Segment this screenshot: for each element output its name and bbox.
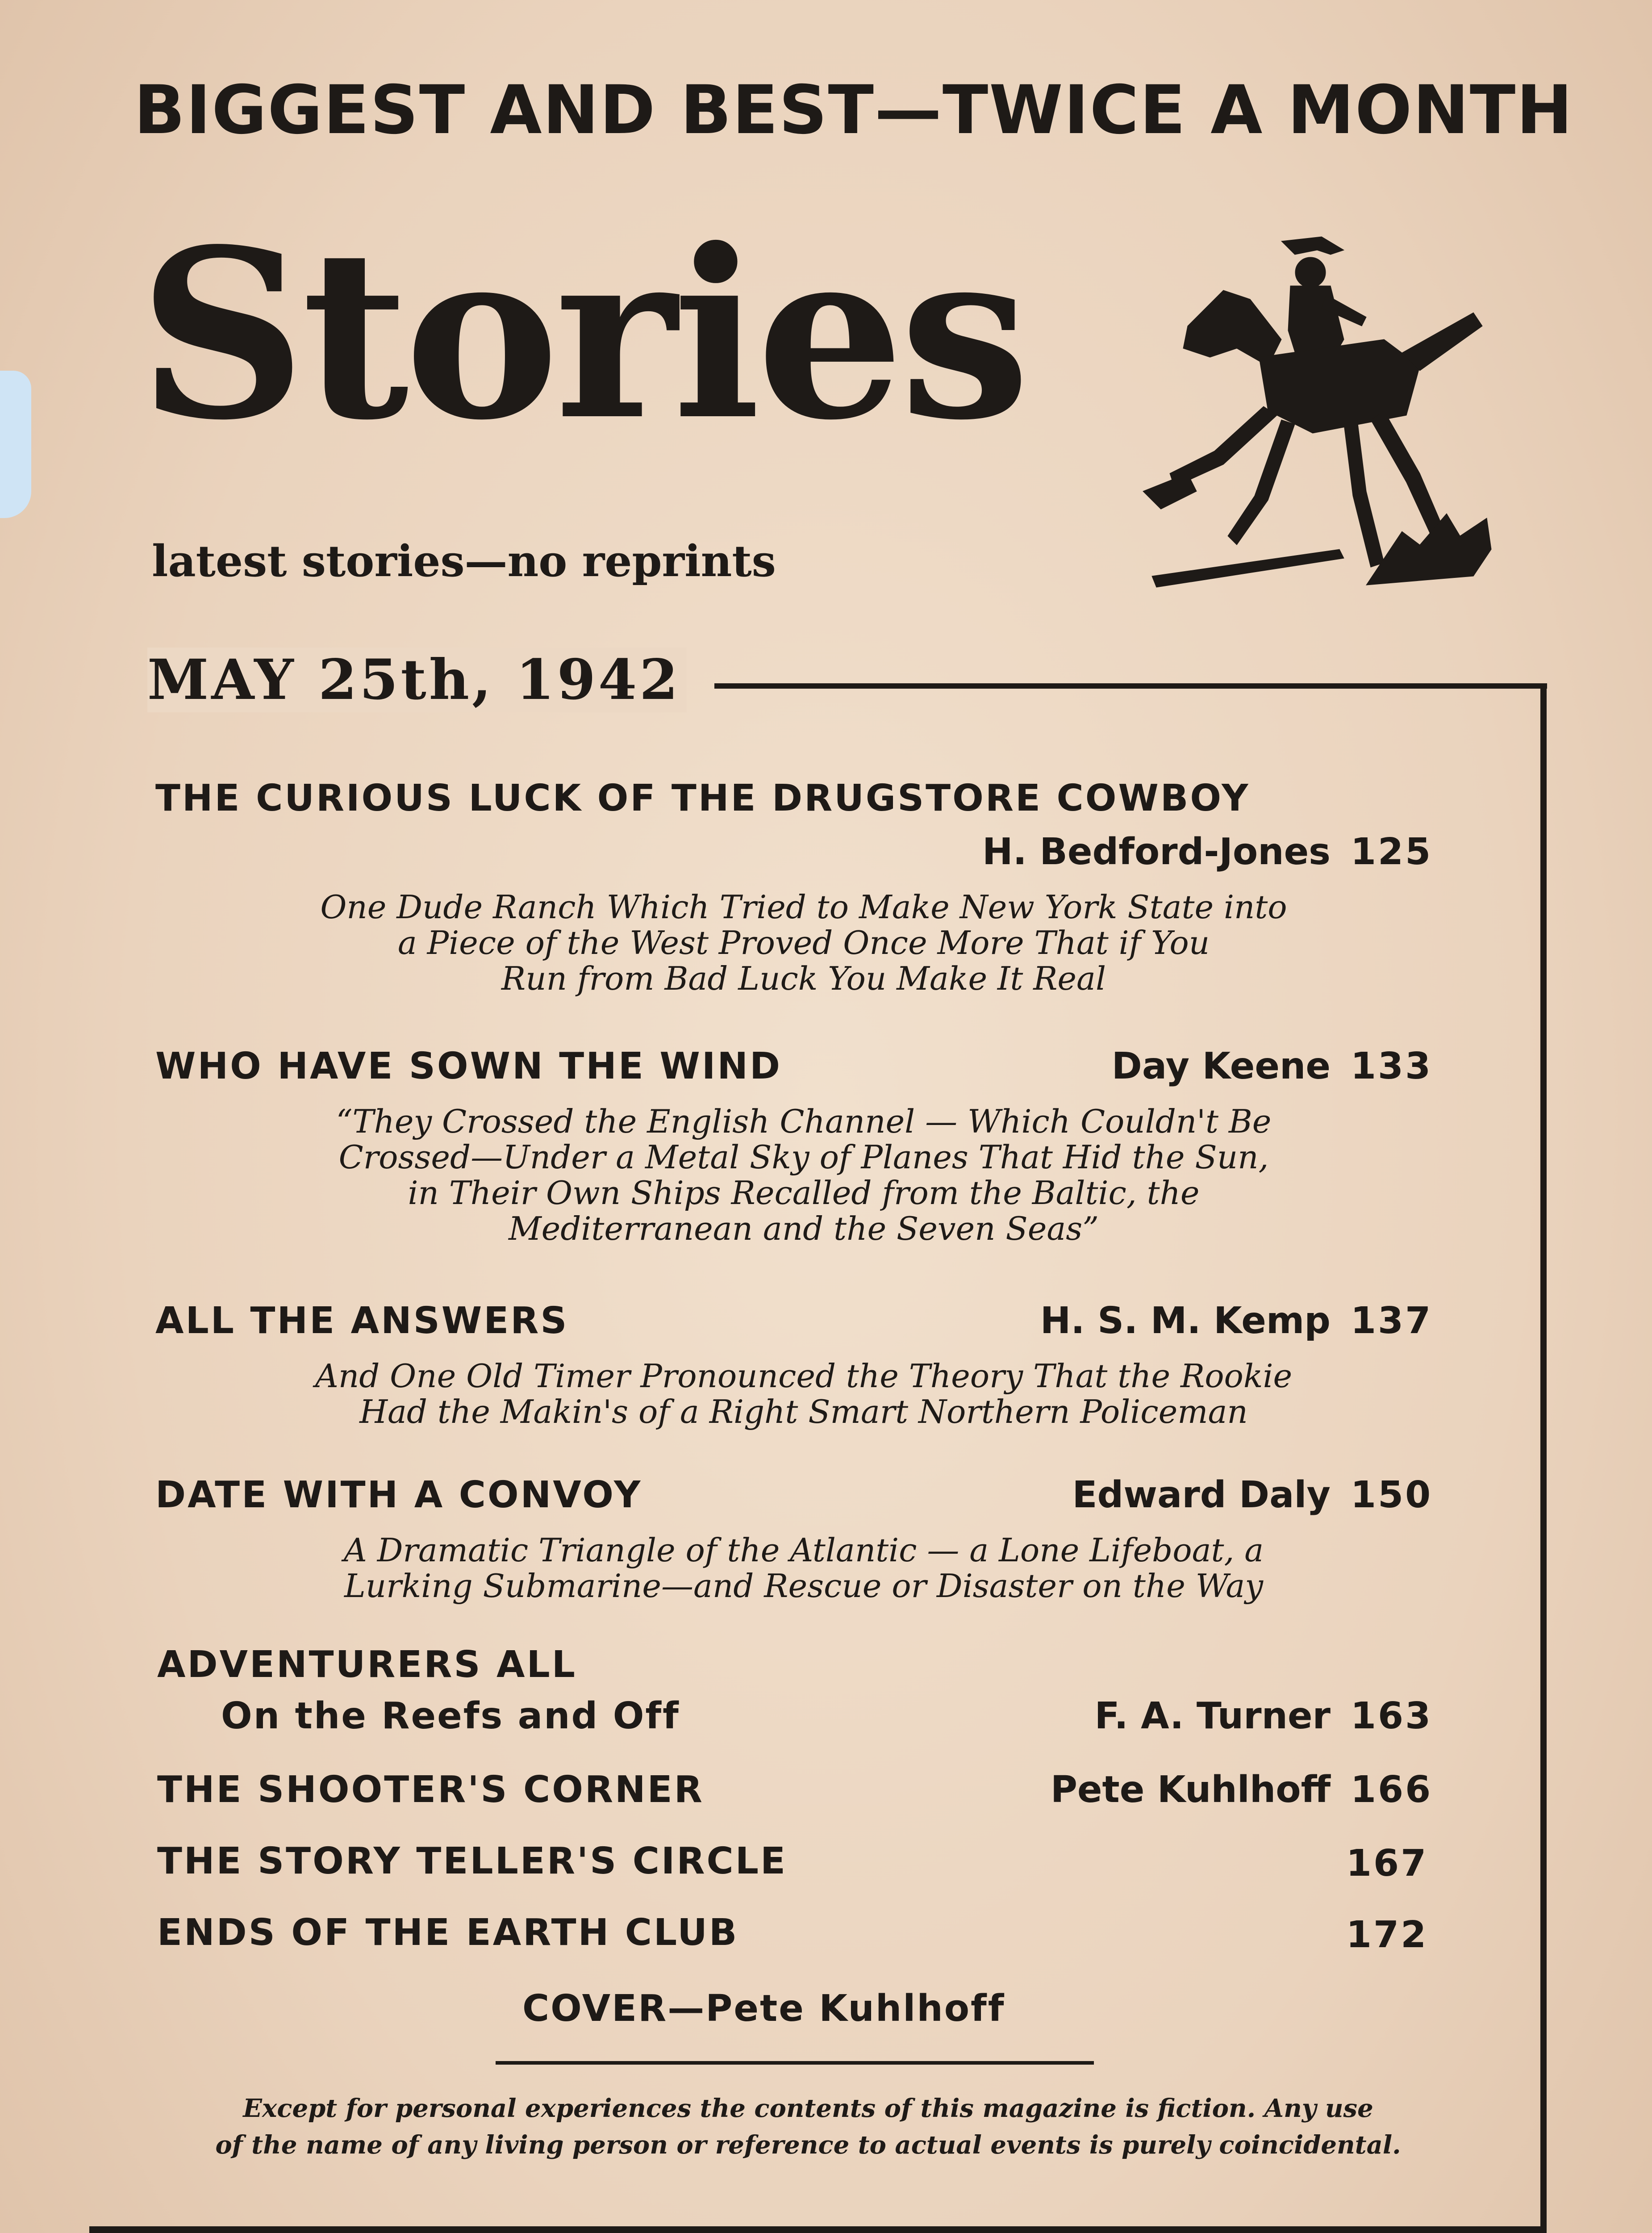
department-title: ADVENTURERS ALL: [157, 1643, 577, 1686]
story-author: H. S. M. Kemp: [1040, 1300, 1331, 1342]
story-blurb-line: Mediterranean and the Seven Seas”: [508, 1210, 1099, 1247]
story-blurb-line: Lurking Submarine—and Rescue or Disaster on the Way: [344, 1567, 1264, 1605]
story-blurb-line: in Their Own Ships Recalled from the Baltic, the: [408, 1174, 1200, 1212]
contents-box-bottom-rule: [89, 2226, 1547, 2233]
department-subtitle: On the Reefs and Off: [221, 1695, 680, 1737]
department-title: THE STORY TELLER'S CIRCLE: [157, 1840, 787, 1882]
story-blurb-line: Run from Bad Luck You Make It Real: [501, 960, 1106, 997]
story-blurb-line: One Dude Ranch Which Tried to Make New York State into: [320, 888, 1287, 926]
cover-credit: COVER—Pete Kuhlhoff: [522, 1987, 1005, 2030]
department-author: Pete Kuhlhoff: [1050, 1769, 1331, 1811]
story-blurb-line: “They Crossed the English Channel — Which Couldn't Be: [336, 1103, 1272, 1140]
divider-rule: [496, 2061, 1094, 2065]
story-blurb-line: Had the Makin's of a Right Smart Northern Policeman: [359, 1393, 1248, 1430]
story-title: WHO HAVE SOWN THE WIND: [155, 1045, 782, 1087]
story-author: H. Bedford-Jones: [982, 831, 1331, 873]
disclaimer-line: Except for personal experiences the contents of this magazine is fiction. Any use: [243, 2094, 1373, 2123]
department-page-number: 166: [1351, 1769, 1433, 1811]
story-blurb-line: a Piece of the West Proved Once More That if You: [397, 924, 1210, 962]
story-title: THE CURIOUS LUCK OF THE DRUGSTORE COWBOY: [155, 777, 1250, 820]
story-page-number: 150: [1351, 1474, 1433, 1516]
department-author: F. A. Turner: [1094, 1695, 1331, 1737]
department-page-number: 163: [1351, 1695, 1433, 1737]
fiction-disclaimer: [161, 2090, 1456, 2163]
department-page-number: 172: [1346, 1914, 1428, 1956]
story-title: DATE WITH A CONVOY: [155, 1474, 642, 1516]
contents-box-right-rule: [1540, 683, 1547, 2233]
story-title: ALL THE ANSWERS: [155, 1300, 569, 1342]
department-title: ENDS OF THE EARTH CLUB: [157, 1911, 739, 1954]
story-page-number: 133: [1351, 1045, 1433, 1087]
department-title: THE SHOOTER'S CORNER: [157, 1769, 704, 1811]
department-page-number: 167: [1346, 1842, 1428, 1885]
page-tear: [0, 371, 31, 518]
tagline: latest stories—no reprints: [152, 536, 776, 586]
contents-box-top-rule: [714, 683, 1547, 689]
story-page-number: 125: [1351, 831, 1433, 873]
story-author: Day Keene: [1111, 1045, 1331, 1087]
issue-date: MAY 25th, 1942: [147, 648, 687, 712]
story-blurb-line: A Dramatic Triangle of the Atlantic — a Lone Lifeboat, a: [343, 1531, 1264, 1569]
story-blurb-line: Crossed—Under a Metal Sky of Planes That Hid the Sun,: [338, 1138, 1269, 1176]
magazine-logo: Stories: [138, 198, 1026, 471]
masthead-banner: BIGGEST AND BEST—TWICE A MONTH: [134, 71, 1573, 149]
story-page-number: 137: [1351, 1300, 1433, 1342]
story-author: Edward Daly: [1072, 1474, 1331, 1516]
story-blurb-line: And One Old Timer Pronounced the Theory That the Rookie: [315, 1357, 1293, 1395]
disclaimer-line: of the name of any living person or reference to actual events is purely coincidental.: [215, 2130, 1401, 2160]
cowboy-on-horse-illustration: [1134, 223, 1500, 607]
